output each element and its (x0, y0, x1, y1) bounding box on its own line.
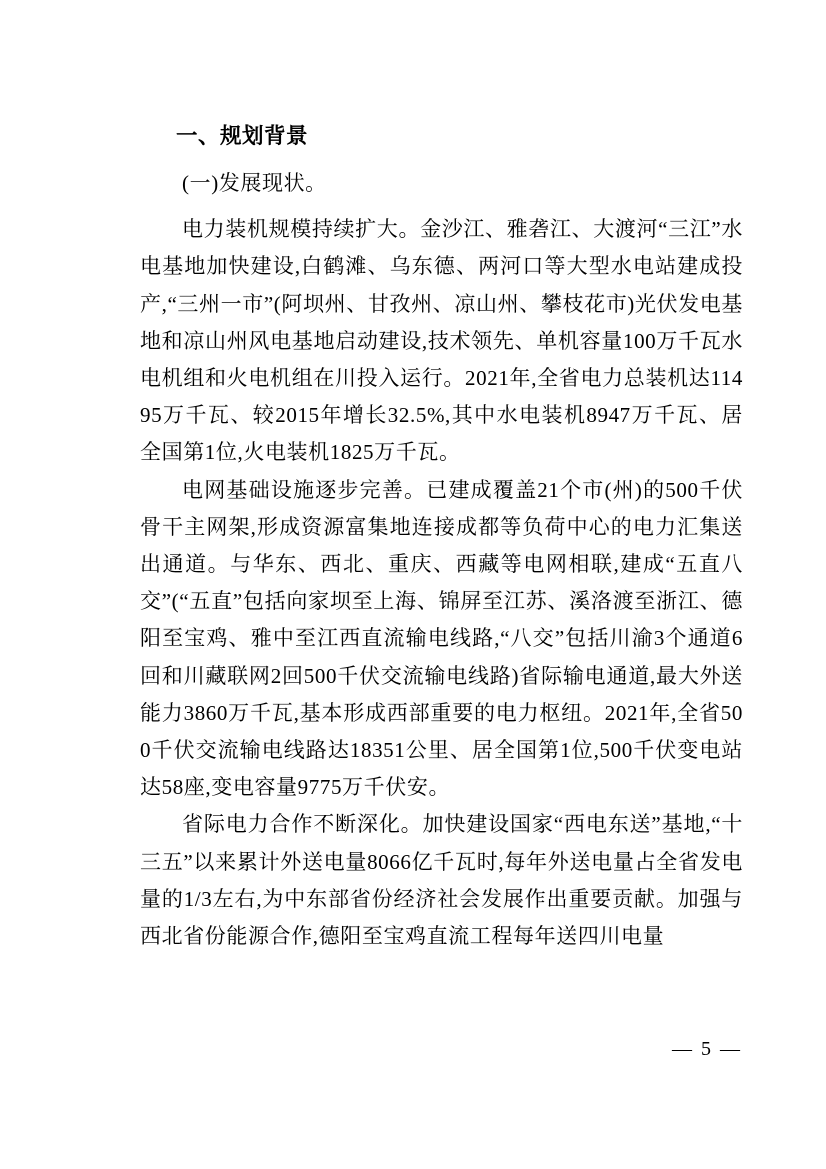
section-heading: 一、规划背景 (176, 124, 309, 149)
page-content (140, 118, 743, 955)
subsection-heading: (一)发展现状。 (182, 171, 327, 195)
paragraph-interprovincial-cooperation: 省际电力合作不断深化。加快建设国家“西电东送”基地,“十三五”以来累计外送电量8066亿千瓦时,每年外送电量占全省发电量的1/3左右,为中东部省份经济社会发展作出重要贡献。加强与西北省份能源合作,德阳至宝鸡直流工程每年送四川电量 (140, 812, 743, 949)
paragraph-grid-infrastructure: 电网基础设施逐步完善。已建成覆盖21个市(州)的500千伏骨干主网架,形成资源富集地连接成都等负荷中心的电力汇集送出通道。与华东、西北、重庆、西藏等电网相联,建成“五直八交”(“五直”包括向家坝至上海、锦屏至江苏、溪洛渡至浙江、德阳至宝鸡、雅中至江西直流输电线路,“八交”包括川渝3个通道6回和川藏联网2回500千伏交流输电线路)省际输电通道,最大外送能力3860万千瓦,基本形成西部重要的电力枢纽。2021年,全省500千伏交流输电线路达18351公里、居全国第1位,500千伏变电站达58座,变电容量9775万千伏安。 (140, 477, 743, 800)
paragraph-installed-capacity: 电力装机规模持续扩大。金沙江、雅砻江、大渡河“三江”水电基地加快建设,白鹤滩、乌东德、两河口等大型水电站建成投产,“三州一市”(阿坝州、甘孜州、凉山州、攀枝花市)光伏发电基地和凉山州风电基地启动建设,技术领先、单机容量100万千瓦水电机组和火电机组在川投入运行。2021年,全省电力总装机达11495万千瓦、较2015年增长32.5%,其中水电装机8947万千瓦、居全国第1位,火电装机1825万千瓦。 (140, 217, 743, 465)
page-number: — 5 — (672, 1038, 742, 1060)
